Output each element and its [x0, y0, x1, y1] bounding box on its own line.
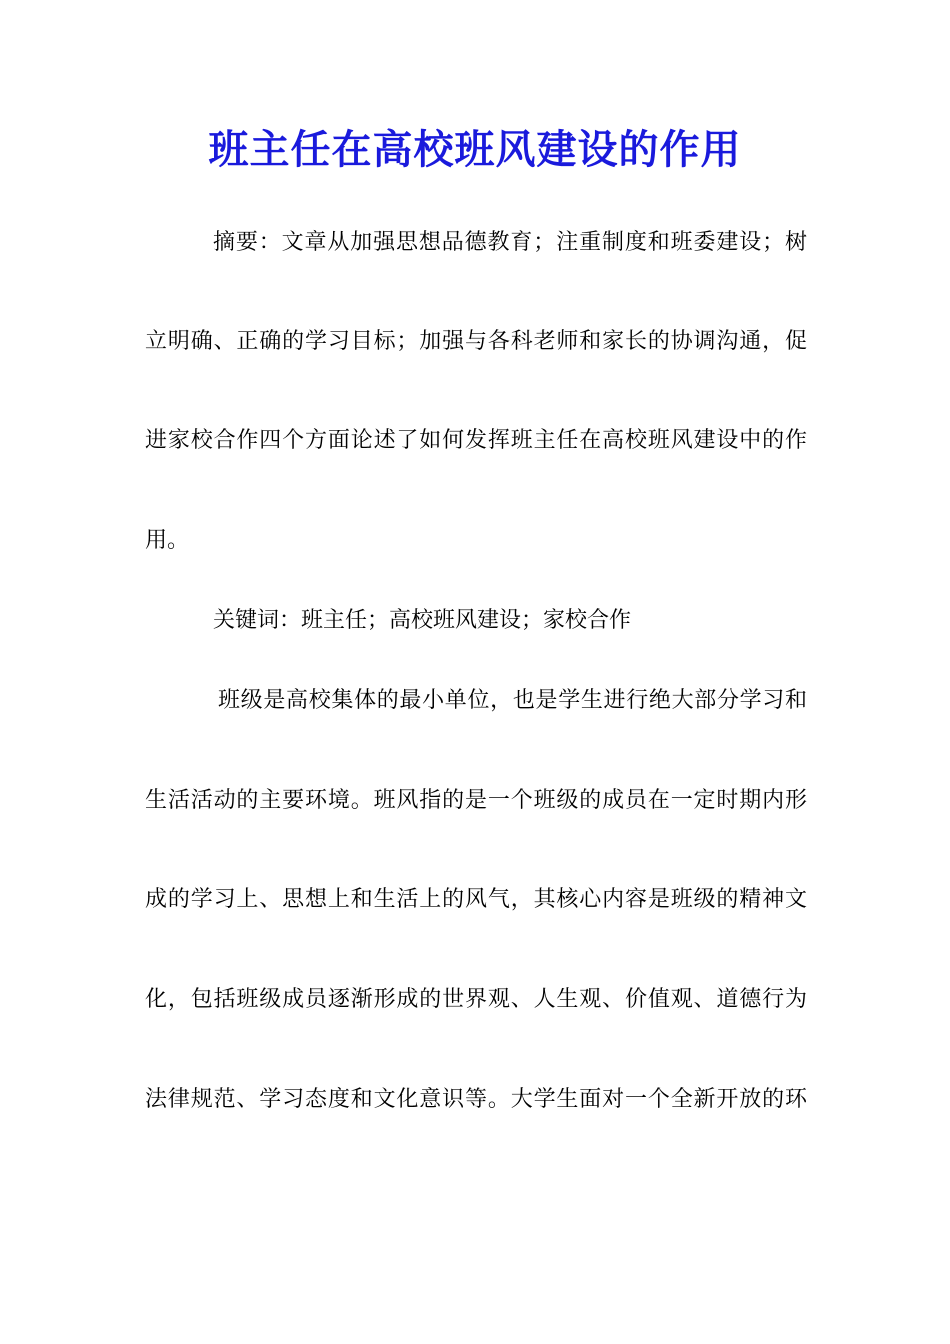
abstract-line: 立明确、正确的学习目标；加强与各科老师和家长的协调沟通，促	[145, 329, 807, 354]
body-paragraph-line: 班级是高校集体的最小单位，也是学生进行绝大部分学习和	[218, 688, 807, 713]
body-paragraph-line: 法律规范、学习态度和文化意识等。大学生面对一个全新开放的环	[145, 1087, 807, 1112]
body-paragraph-line: 化，包括班级成员逐渐形成的世界观、人生观、价值观、道德行为	[145, 987, 807, 1012]
body-paragraph-line: 生活活动的主要环境。班风指的是一个班级的成员在一定时期内形	[145, 788, 807, 813]
abstract-line: 摘要：文章从加强思想品德教育；注重制度和班委建设；树	[213, 230, 807, 255]
document-title: 班主任在高校班风建设的作用	[208, 126, 742, 173]
abstract-line: 进家校合作四个方面论述了如何发挥班主任在高校班风建设中的作	[145, 428, 807, 453]
abstract-line: 用。	[145, 528, 190, 553]
body-paragraph-line: 成的学习上、思想上和生活上的风气，其核心内容是班级的精神文	[145, 887, 807, 912]
keywords-line: 关键词：班主任；高校班风建设；家校合作	[213, 608, 632, 633]
